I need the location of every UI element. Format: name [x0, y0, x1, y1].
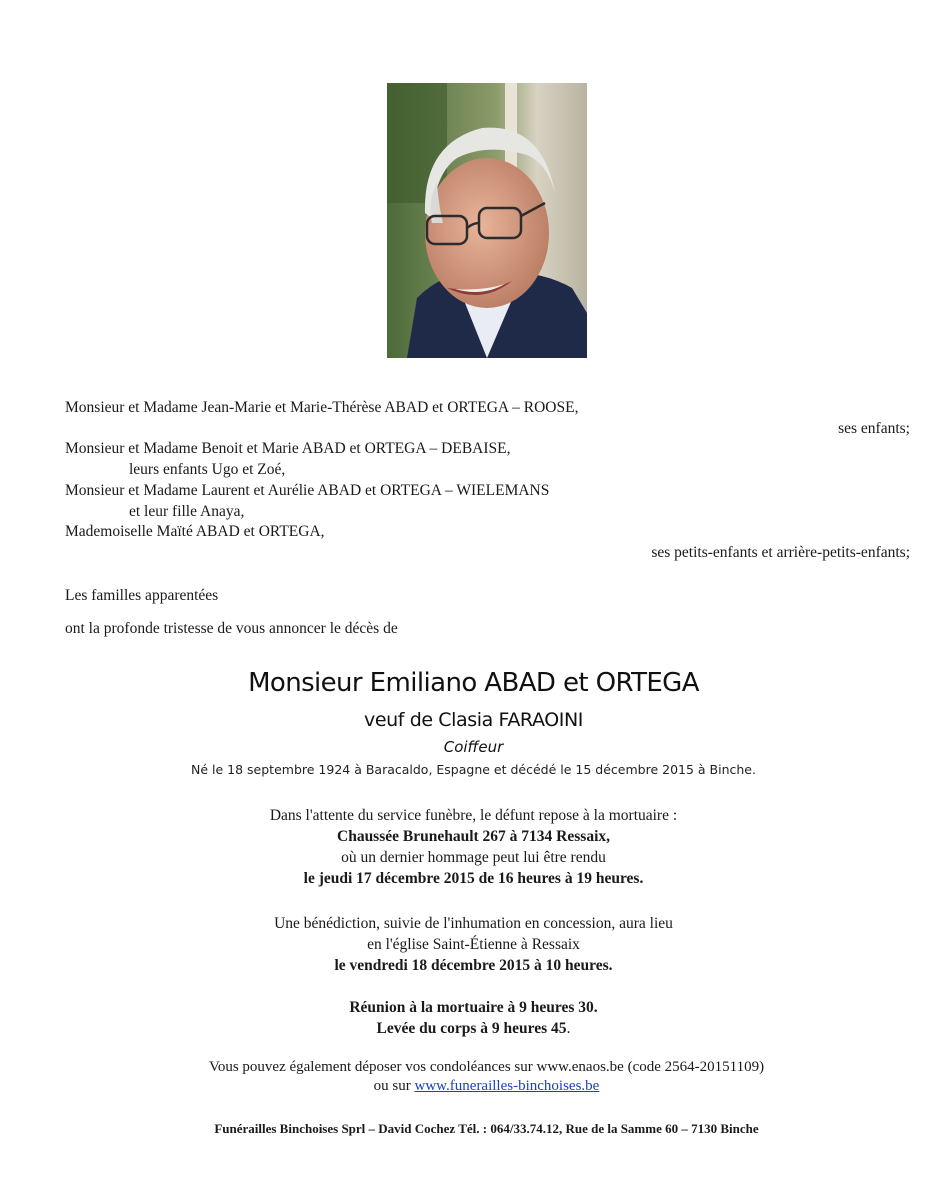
funeral-home-footer: Funérailles Binchoises Sprl – David Cochez Tél. : 064/33.74.12, Rue de la Samme 60 – 7130 Binche	[214, 1121, 759, 1136]
ceremony-line: Une bénédiction, suivie de l'inhumation en concession, aura lieu	[274, 915, 673, 932]
condolences-prefix: ou sur	[373, 1078, 415, 1094]
family-relation: ses enfants;	[838, 419, 910, 437]
wake-line: Dans l'attente du service funèbre, le défunt repose à la mortuaire :	[269, 807, 678, 824]
widower-of: veuf de Clasia FARAOINI	[364, 709, 583, 731]
family-line: Monsieur et Madame Jean-Marie et Marie-Thérèse ABAD et ORTEGA – ROOSE,	[65, 399, 579, 416]
ceremony-place: en l'église Saint-Étienne à Ressaix	[367, 936, 580, 953]
meeting-info	[0, 997, 947, 1039]
family-relation: ses petits-enfants et arrière-petits-enfants;	[651, 543, 910, 561]
profession: Coiffeur	[443, 738, 504, 756]
family-line: Mademoiselle Maïté ABAD et ORTEGA,	[65, 523, 325, 541]
condolences-line: Vous pouvez également déposer vos condoléances sur www.enaos.be (code 2564-20151109)	[208, 1059, 765, 1075]
family-line: et leur fille Anaya,	[129, 502, 245, 520]
condolences	[0, 1058, 947, 1096]
deceased-name: Monsieur Emiliano ABAD et ORTEGA	[248, 668, 699, 698]
birth-death-dates: Né le 18 septembre 1924 à Baracaldo, Espagne et décédé le 15 décembre 2015 à Binche.	[191, 762, 756, 777]
portrait-photo	[387, 83, 587, 358]
family-list	[65, 398, 910, 564]
wake-info	[0, 805, 947, 889]
ceremony-info	[0, 913, 947, 976]
family-line: Monsieur et Madame Benoit et Marie ABAD et ORTEGA – DEBAISE,	[65, 440, 511, 458]
related-families: Les familles apparentées	[65, 587, 219, 604]
funeral-website-link[interactable]: www.funerailles-binchoises.be	[414, 1078, 600, 1094]
family-line: leurs enfants Ugo et Zoé,	[129, 461, 286, 479]
wake-address: Chaussée Brunehault 267 à 7134 Ressaix,	[337, 828, 610, 845]
departure-time: Levée du corps à 9 heures 45	[376, 1020, 567, 1037]
departure-period: .	[566, 1020, 571, 1037]
wake-line: où un dernier hommage peut lui être rendu	[341, 849, 606, 866]
ceremony-date: le vendredi 18 décembre 2015 à 10 heures.	[334, 957, 613, 974]
family-line: Monsieur et Madame Laurent et Aurélie ABAD et ORTEGA – WIELEMANS	[65, 481, 550, 499]
announcement: ont la profonde tristesse de vous annoncer le décès de	[65, 620, 398, 637]
wake-date: le jeudi 17 décembre 2015 de 16 heures à 19 heures.	[303, 870, 644, 887]
meeting-time: Réunion à la mortuaire à 9 heures 30.	[349, 999, 598, 1016]
